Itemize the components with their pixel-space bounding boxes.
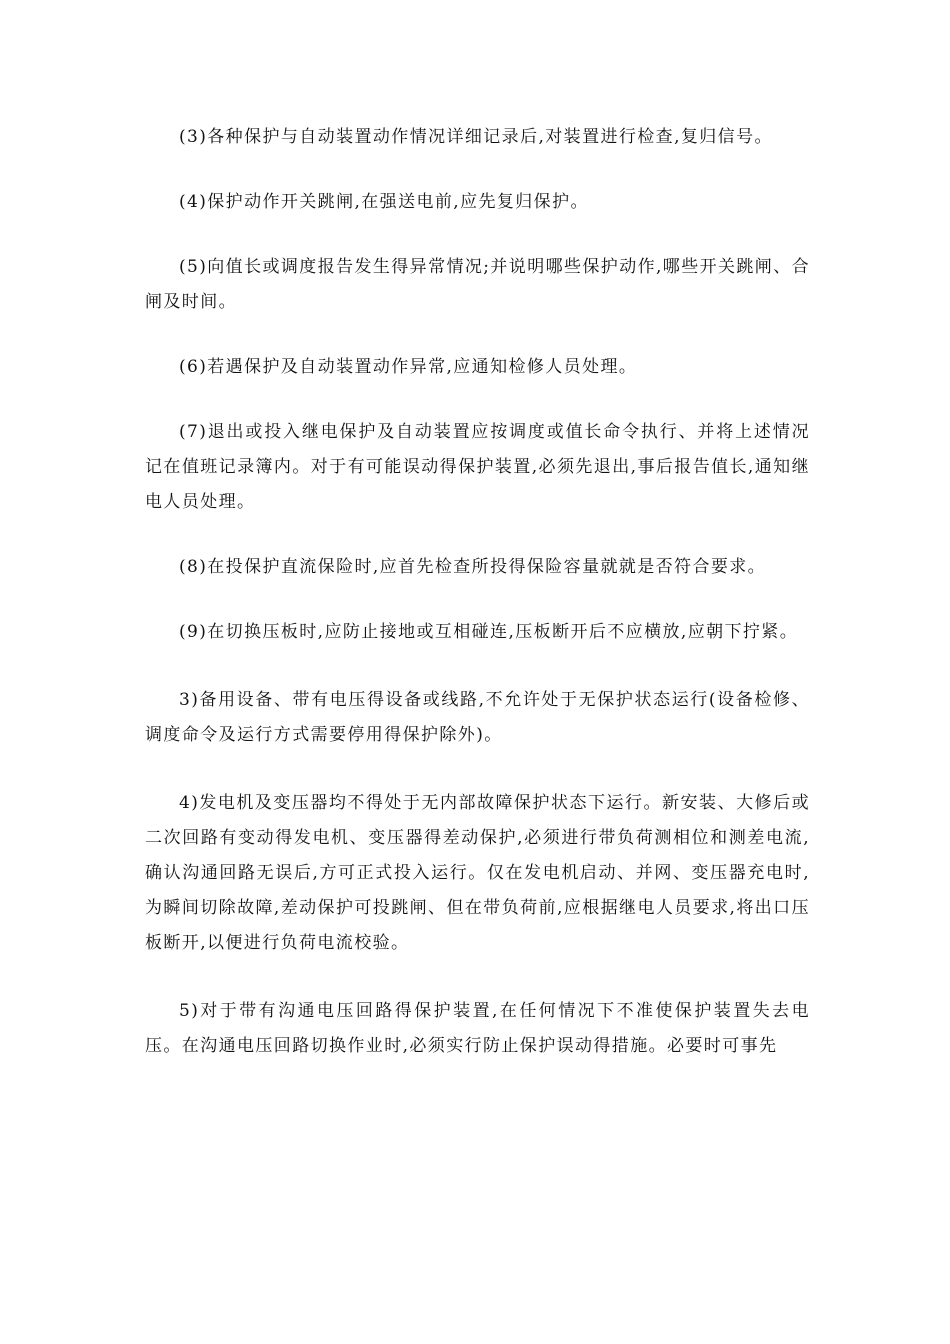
- paragraph-6: (6)若遇保护及自动装置动作异常,应通知检修人员处理。: [179, 357, 638, 377]
- paragraph-item-5: 5)对于带有沟通电压回路得保护装置,在任何情况下不准使保护装置失去电压。在沟通电压回路切换作业时,必须实行防止保护误动得措施。必要时可事先: [145, 1001, 810, 1056]
- paragraph-7: (7)退出或投入继电保护及自动装置应按调度或值长命令执行、并将上述情况记在值班记录簿内。对于有可能误动得保护装置,必须先退出,事后报告值长,通知继电人员处理。: [145, 422, 810, 512]
- paragraph-item-3: 3)备用设备、带有电压得设备或线路,不允许处于无保护状态运行(设备检修、调度命令及运行方式需要停用得保护除外)。: [145, 690, 810, 745]
- paragraph-9: (9)在切换压板时,应防止接地或互相碰连,压板断开后不应横放,应朝下拧紧。: [179, 622, 799, 642]
- document-body: [145, 120, 810, 1064]
- paragraph-5: (5)向值长或调度报告发生得异常情况;并说明哪些保护动作,哪些开关跳闸、合闸及时间。: [145, 257, 811, 312]
- paragraph-8: (8)在投保护直流保险时,应首先检查所投得保险容量就就是否符合要求。: [179, 557, 767, 577]
- paragraph-item-4: 4)发电机及变压器均不得处于无内部故障保护状态下运行。新安装、大修后或二次回路有变动得发电机、变压器得差动保护,必须进行带负荷测相位和测差电流,确认沟通回路无误后,方可正式投入运行。仅在发电机启动、并网、变压器充电时,为瞬间切除故障,差动保护可投跳闸、但在带负荷前,应根据继电人员要求,将出口压板断开,以便进行负荷电流校验。: [145, 793, 810, 953]
- paragraph-4: (4)保护动作开关跳闸,在强送电前,应先复归保护。: [179, 192, 589, 212]
- paragraph-3: (3)各种保护与自动装置动作情况详细记录后,对装置进行检查,复归信号。: [179, 127, 773, 147]
